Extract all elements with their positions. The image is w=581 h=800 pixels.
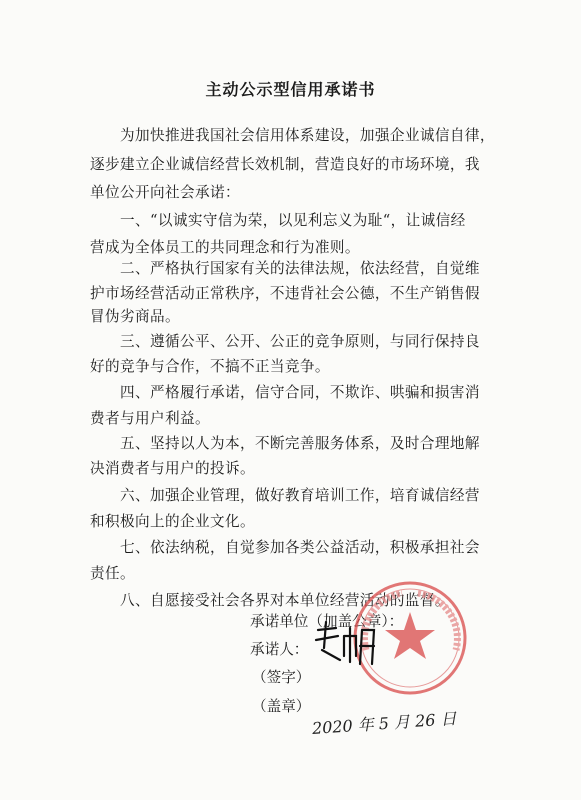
body-line: 好的竞争与合作，不搞不正当竞争。 — [90, 358, 330, 375]
committing-unit-label: 承诺单位（加盖公章）： — [250, 613, 404, 630]
body-line: 费者与用户利益。 — [90, 410, 210, 427]
body-line: 一、“以诚实守信为荣，以见利忘义为耻“，让诚信经 — [120, 212, 466, 229]
body-line: 责任。 — [90, 565, 135, 582]
body-line: 二、严格执行国家有关的法律法规，依法经营，自觉维 — [120, 260, 480, 277]
body-line: 冒伪劣商品。 — [90, 308, 180, 325]
seal-note: （盖章） — [252, 698, 311, 715]
body-line: 八、自愿接受社会各界对本单位经营活动的监督。 — [120, 592, 450, 609]
body-line: 营成为全体员工的共同理念和行为准则。 — [90, 239, 360, 256]
signing-date: 2020 年 5 月 26 日 — [311, 708, 458, 738]
body-line: 五、坚持以人为本，不断完善服务体系，及时合理地解 — [120, 435, 480, 452]
body-line: 六、加强企业管理，做好教育培训工作，培育诚信经营 — [120, 487, 480, 504]
body-line: 七、依法纳税，自觉参加各类公益活动，积极承担社会 — [120, 539, 480, 556]
body-line: 护市场经营活动正常秩序，不违背社会公德，不生产销售假 — [90, 285, 480, 302]
body-line: 逐步建立企业诚信经营长效机制，营造良好的市场环境，我 — [90, 156, 480, 173]
sign-note: （签字） — [252, 669, 311, 686]
body-line: 决消费者与用户的投诉。 — [90, 460, 255, 477]
body-line: 为加快推进我国社会信用体系建设，加强企业诚信自律， — [120, 127, 495, 144]
seal-star-icon — [385, 612, 435, 659]
body-line: 四、严格履行承诺，信守合同，不欺诈、哄骗和损害消 — [120, 384, 480, 401]
committer-label: 承诺人： — [250, 641, 309, 658]
document-title: 主动公示型信用承诺书 — [205, 80, 376, 99]
body-line: 和积极向上的企业文化。 — [90, 513, 255, 530]
body-line: 三、遵循公平、公开、公正的竞争原则，与同行保持良 — [120, 333, 480, 350]
body-line: 单位公开向社会承诺： — [90, 184, 240, 201]
company-seal — [355, 583, 465, 693]
